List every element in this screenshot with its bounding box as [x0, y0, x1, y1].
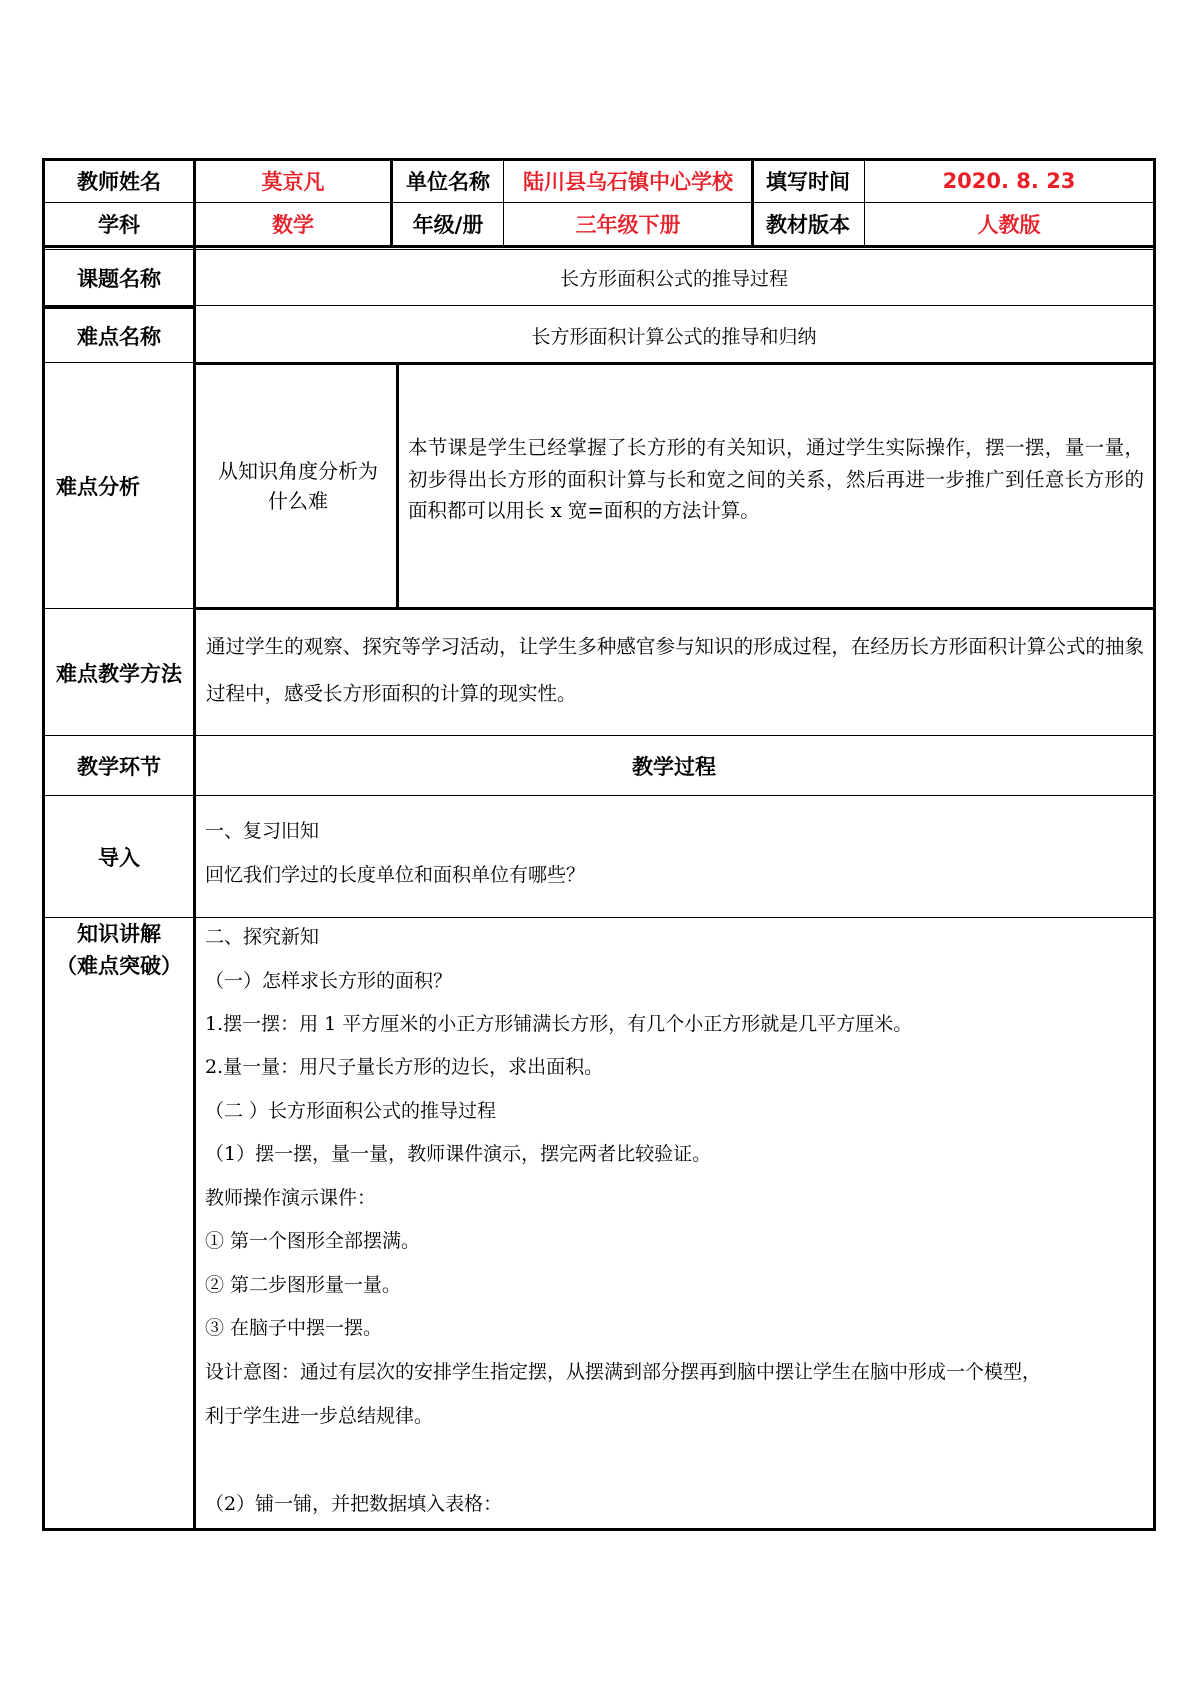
difficulty-label: 难点名称 — [77, 324, 161, 349]
table-border — [396, 362, 399, 608]
knowledge-line: 2.量一量：用尺子量长方形的边长，求出面积。 — [205, 1056, 604, 1078]
grade-value: 三年级下册 — [575, 213, 681, 237]
knowledge-sub-label: （难点突破） — [56, 954, 182, 978]
knowledge-line: （二 ）长方形面积公式的推导过程 — [205, 1100, 497, 1122]
edition-value: 人教版 — [977, 213, 1041, 237]
table-border — [42, 795, 1156, 796]
table-border — [194, 362, 1156, 365]
table-border — [42, 158, 45, 1531]
topic-label: 课题名称 — [77, 266, 161, 291]
stage-header-label: 教学环节 — [77, 755, 161, 779]
table-border — [42, 202, 1156, 203]
table-border — [751, 158, 754, 246]
knowledge-line: ② 第二步图形量一量。 — [205, 1274, 402, 1296]
intro-label: 导入 — [98, 846, 140, 870]
knowledge-line: 1.摆一摆：用 1 平方厘米的小正方形铺满长方形，有几个小正方形就是几平方厘米。 — [205, 1013, 913, 1035]
knowledge-line: 利于学生进一步总结规律。 — [205, 1405, 434, 1427]
fill-date-value: 2020. 8. 23 — [942, 169, 1076, 193]
table-border — [503, 158, 504, 246]
edition-label: 教材版本 — [766, 213, 850, 237]
table-border — [42, 735, 1156, 736]
knowledge-line: ① 第一个图形全部摆满。 — [205, 1230, 421, 1252]
table-border — [42, 305, 1156, 306]
table-border — [42, 917, 1156, 918]
table-border — [864, 158, 865, 246]
knowledge-line: 教师操作演示课件： — [205, 1187, 377, 1209]
difficulty-value: 长方形面积计算公式的推导和归纳 — [531, 326, 817, 348]
unit-name-value: 陆川县乌石镇中心学校 — [523, 170, 733, 194]
knowledge-line: ③ 在脑子中摆一摆。 — [205, 1317, 383, 1339]
table-border — [1153, 158, 1156, 1531]
grade-label: 年级/册 — [412, 213, 484, 237]
method-label: 难点教学方法 — [56, 662, 182, 686]
knowledge-line: 二、探究新知 — [205, 926, 320, 948]
knowledge-label: 知识讲解 — [77, 922, 161, 946]
intro-line: 回忆我们学过的长度单位和面积单位有哪些？ — [205, 864, 586, 886]
teacher-name-label: 教师姓名 — [77, 170, 161, 194]
table-border — [194, 607, 1156, 610]
topic-value: 长方形面积公式的推导过程 — [559, 268, 788, 290]
subject-value: 数学 — [272, 213, 314, 237]
subject-label: 学科 — [98, 213, 140, 237]
fill-date-label: 填写时间 — [766, 170, 850, 194]
analysis-text: 本节课是学生已经掌握了长方形的有关知识，通过学生实际操作，摆一摆，量一量，初步得出长方形的面积计算与长和宽之间的关系，然后再进一步推广到任意长方形的面积都可以用长 x 宽=面积的方法计算。 — [408, 436, 1144, 523]
table-border — [42, 306, 194, 309]
table-border — [42, 249, 1156, 250]
process-header-label: 教学过程 — [632, 755, 716, 779]
knowledge-line: （1）摆一摆，量一量，教师课件演示，摆完两者比较验证。 — [205, 1143, 712, 1165]
table-border — [390, 158, 393, 246]
knowledge-line: （2）铺一铺，并把数据填入表格： — [205, 1493, 503, 1515]
table-border — [42, 245, 1156, 248]
analysis-label: 难点分析 — [56, 475, 140, 499]
table-border — [42, 158, 1156, 161]
analysis-sub-label: 从知识角度分析为什么难 — [218, 459, 378, 513]
knowledge-line: （一）怎样求长方形的面积？ — [205, 970, 453, 992]
unit-name-label: 单位名称 — [406, 170, 490, 194]
table-border — [42, 1528, 1156, 1531]
table-border — [193, 158, 196, 1531]
intro-line: 一、复习旧知 — [205, 820, 320, 842]
teacher-name-value: 莫京凡 — [261, 170, 325, 194]
method-text: 通过学生的观察、探究等学习活动，让学生多种感官参与知识的形成过程，在经历长方形面积计算公式的抽象过程中，感受长方形面积的计算的现实性。 — [206, 635, 1144, 705]
knowledge-line: 设计意图：通过有层次的安排学生指定摆，从摆满到部分摆再到脑中摆让学生在脑中形成一个模型， — [205, 1361, 1042, 1383]
